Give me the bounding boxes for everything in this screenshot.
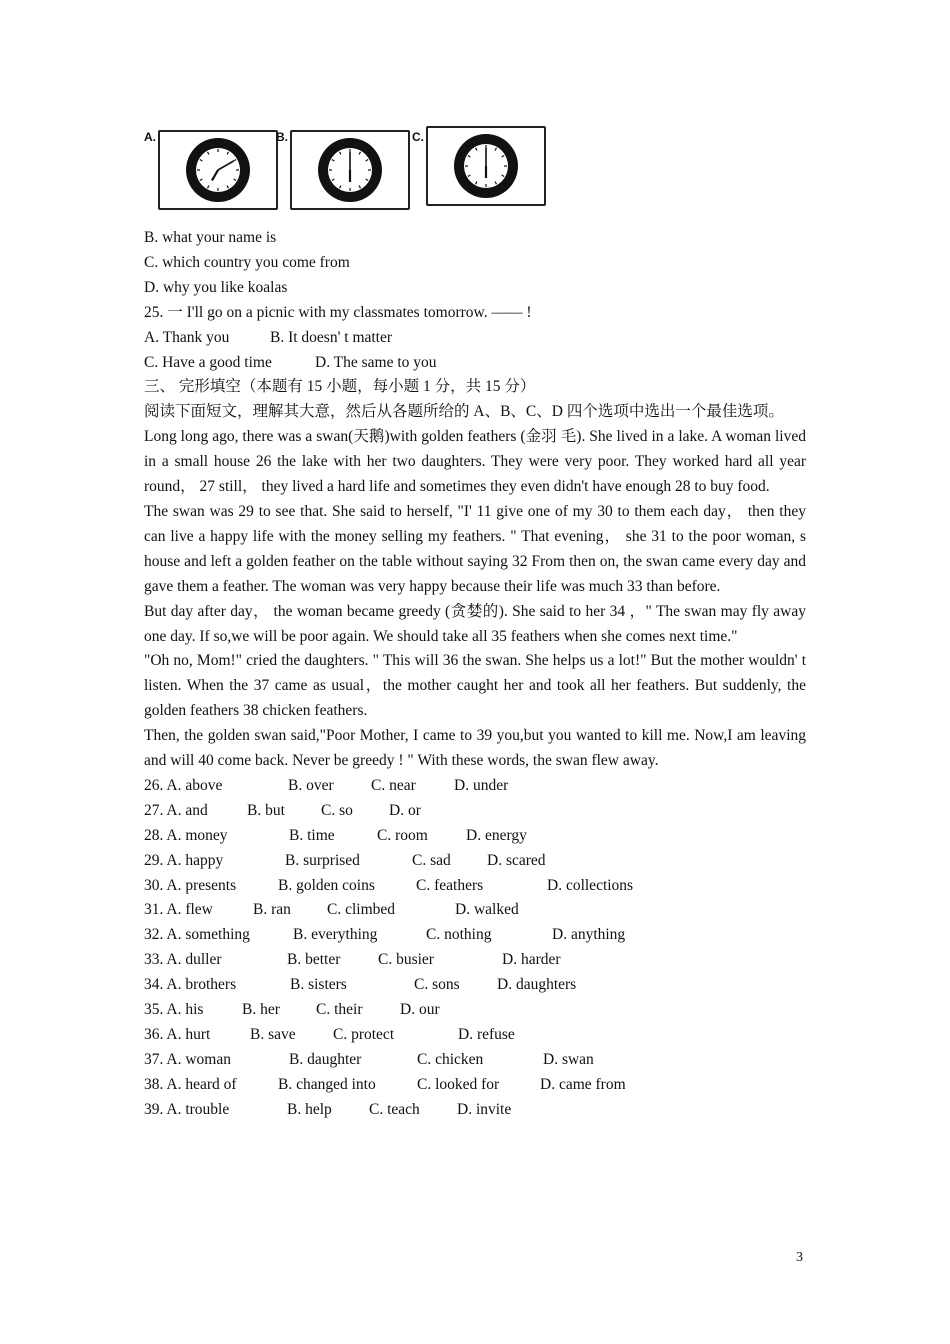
question-option: C. nothing — [426, 926, 492, 944]
question-row — [144, 799, 806, 824]
page-number: 3 — [796, 1250, 803, 1265]
question-option: 36. A. hurt — [144, 1026, 211, 1043]
question-option: D. daughters — [497, 976, 577, 994]
clock-b — [290, 130, 410, 210]
q25-options-row1 — [144, 326, 806, 351]
question-row — [144, 923, 806, 948]
question-option: D. came from — [540, 1075, 626, 1093]
question-option: 33. A. duller — [144, 951, 222, 969]
question-row — [144, 1098, 806, 1123]
question-option: C. chicken — [417, 1050, 484, 1068]
question-option: 38. A. heard of — [144, 1075, 237, 1093]
clock-options — [144, 124, 554, 212]
question-option: D. swan — [543, 1050, 594, 1068]
question-row — [144, 948, 806, 973]
question-option: C. near — [371, 776, 416, 794]
question-option: 26. A. above — [144, 776, 223, 794]
question-option: D. walked — [455, 901, 519, 919]
question-option: 30. A. presents — [144, 876, 237, 894]
question-row — [144, 998, 806, 1023]
question-row — [144, 774, 806, 799]
question-list — [144, 774, 806, 1123]
clock-c-face-icon — [428, 128, 544, 204]
question-option: 32. A. something — [144, 926, 250, 944]
question-option: D. energy — [466, 826, 527, 844]
clock-b-label: B. — [276, 130, 288, 144]
question-option: C. their — [316, 1001, 363, 1019]
question-row — [144, 1048, 806, 1073]
question-row — [144, 849, 806, 874]
question-row — [144, 1073, 806, 1098]
passage-paragraph-1: Long long ago, there was a swan(天鹅)with golden feathers (金羽 毛). She lived in a lake. A woman lived in a small house 26 the lake with her two daughters. They were very poor. They worked hard all year round， 27 still， they lived a hard life and sometimes they even didn't have enough 28 to buy food. — [144, 428, 806, 496]
question-option: B. over — [288, 776, 334, 794]
question-option: C. sons — [414, 976, 460, 994]
q25-options-row2 — [144, 351, 806, 376]
question-option: D. anything — [552, 926, 626, 944]
question-option: D. invite — [457, 1100, 512, 1118]
question-option: B. her — [242, 1001, 280, 1019]
question-option: C. climbed — [327, 901, 396, 919]
question-option: 31. A. flew — [144, 901, 213, 919]
clock-a — [158, 130, 278, 210]
question-option: B. save — [250, 1026, 296, 1043]
q25-option-d: D. The same to you — [315, 353, 437, 371]
question-row — [144, 824, 806, 849]
clock-c — [426, 126, 546, 206]
question-option: C. looked for — [417, 1075, 500, 1093]
question-option: C. protect — [333, 1026, 395, 1043]
q25-option-a: A. Thank you — [144, 328, 230, 346]
question-row — [144, 973, 806, 998]
question-option: B. changed into — [278, 1075, 376, 1093]
question-row — [144, 874, 806, 899]
question-option: D. or — [389, 801, 421, 819]
question-option: C. room — [377, 826, 428, 844]
q24-option-b: B. what your name is — [144, 229, 277, 246]
question-option: B. sisters — [290, 976, 347, 994]
question-option: C. teach — [369, 1100, 420, 1118]
question-option: C. so — [321, 801, 353, 819]
clock-a-label: A. — [144, 130, 156, 144]
question-option: D. collections — [547, 876, 634, 894]
clock-c-label: C. — [412, 130, 424, 144]
q24-option-c: C. which country you come from — [144, 253, 350, 271]
question-option: D. refuse — [458, 1026, 515, 1043]
question-option: B. better — [287, 951, 341, 969]
question-option: D. harder — [502, 951, 561, 969]
q25-option-c: C. Have a good time — [144, 353, 272, 371]
question-option: B. surprised — [285, 851, 360, 869]
question-option: B. golden coins — [278, 876, 375, 894]
q25-option-b: B. It doesn' t matter — [270, 328, 393, 346]
q25-stem: 25. 一 I'll go on a picnic with my classmates tomorrow. —— ! — [144, 303, 532, 321]
question-row — [144, 898, 806, 923]
passage-paragraph-3: But day after day， the woman became greedy (贪婪的). She said to her 34 ，" The swan may fly away one day. If so,we will be poor again. We should take all 35 feathers when she comes next time." — [144, 602, 806, 645]
question-option: B. time — [289, 826, 335, 844]
question-option: 34. A. brothers — [144, 976, 237, 994]
question-option: 39. A. trouble — [144, 1100, 230, 1118]
question-option: 35. A. his — [144, 1001, 204, 1019]
question-option: 29. A. happy — [144, 851, 224, 869]
question-option: B. everything — [293, 926, 378, 944]
question-option: D. scared — [487, 851, 546, 869]
question-option: C. sad — [412, 851, 451, 869]
q24-option-d: D. why you like koalas — [144, 278, 288, 296]
clock-b-face-icon — [292, 132, 408, 208]
question-option: C. busier — [378, 951, 434, 969]
question-option: 27. A. and — [144, 801, 208, 819]
passage-paragraph-5: Then, the golden swan said,"Poor Mother, I came to 39 you,but you wanted to kill me. Now,I am leaving and will 40 come back. Never be greedy ! " With these words, the swan flew away. — [144, 727, 806, 770]
section-instruction: 阅读下面短文，理解其大意，然后从各题所给的 A、B、C、D 四个选项中选出一个最佳选项。 — [144, 403, 784, 421]
passage-paragraph-4: "Oh no, Mom!" cried the daughters. " This will 36 the swan. She helps us a lot!" But the mother wouldn' t listen. When the 37 came as usual，the mother caught her and took all her feathers. But suddenly, the golden feathers 38 chicken feathers. — [144, 652, 806, 720]
question-option: D. our — [400, 1001, 440, 1019]
question-option: B. ran — [253, 901, 291, 919]
question-option: D. under — [454, 776, 509, 794]
question-option: 37. A. woman — [144, 1050, 231, 1068]
question-option: 28. A. money — [144, 826, 228, 844]
question-option: C. feathers — [416, 876, 484, 894]
question-row — [144, 1023, 806, 1048]
page-content — [144, 226, 806, 1123]
question-option: B. but — [247, 801, 285, 819]
section-heading: 三、 完形填空（本题有 15 小题，每小题 1 分，共 15 分） — [144, 378, 536, 396]
passage-paragraph-2: The swan was 29 to see that. She said to herself, "I' 11 give one of my 30 to them each day， then they can live a happy life with the money selling my feathers. " That evening， she 31 to the poor woman, s house and left a golden feather on the table without saying 32 From then on, the swan came every day and gave them a feather. The woman was very happy because their life was much 33 than before. — [144, 502, 806, 595]
question-option: B. daughter — [289, 1050, 362, 1068]
clock-a-face-icon — [160, 132, 276, 208]
question-option: B. help — [287, 1100, 332, 1118]
